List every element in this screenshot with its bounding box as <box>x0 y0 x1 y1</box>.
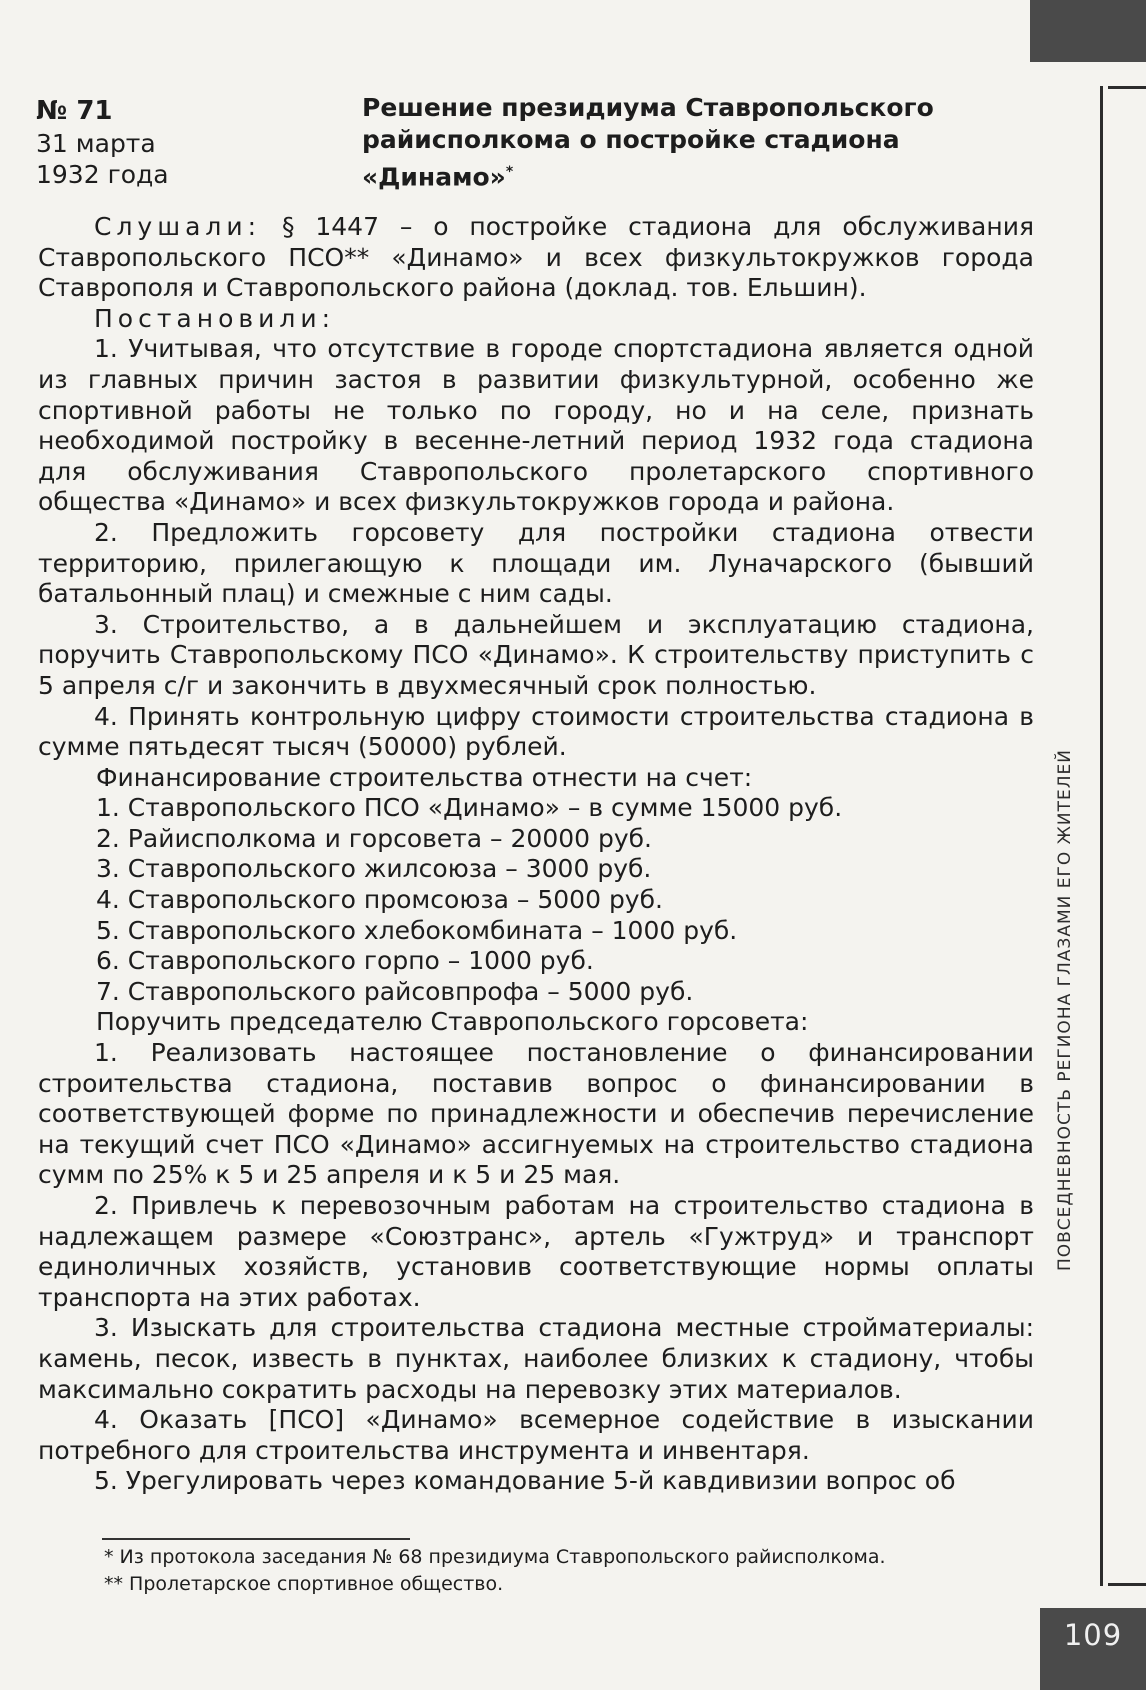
document-date <box>36 128 169 190</box>
side-caption <box>1052 700 1078 1320</box>
point-2: 2. Предложить горсовету для постройки стадиона отвести территорию, прилегающую к площади им. Луначарского (бывший батальонный плац) и смежные с ним сады. <box>38 517 1034 609</box>
title-footnote-mark: * <box>505 164 514 180</box>
financing-item: 3. Ставропольского жилсоюза – 3000 руб. <box>96 854 652 884</box>
document-number: № 71 <box>36 96 113 126</box>
document-title <box>362 92 982 193</box>
financing-item: 1. Ставропольского ПСО «Динамо» – в сумме 15000 руб. <box>96 793 843 823</box>
resolved-label: Постановили: <box>94 303 335 333</box>
date-line: 1932 года <box>36 160 169 189</box>
footnote-divider <box>102 1538 410 1540</box>
task-4: 4. Оказать [ПСО] «Динамо» всемерное содействие в изыскании потребного для строительства инструмента и инвентаря. <box>38 1405 1034 1465</box>
task-5: 5. Урегулировать через командование 5-й кавдивизии вопрос об <box>94 1466 956 1496</box>
document-body <box>38 212 1034 1497</box>
financing-intro: Финансирование строительства отнести на счет: <box>96 762 753 792</box>
footnotes <box>104 1544 1004 1598</box>
point-3: 3. Строительство, а в дальнейшем и эксплуатацию стадиона, поручить Ставропольскому ПСО «Динамо». К строительству приступить с 5 апреля с/г и закончить в двухмесячный срок полностью. <box>38 609 1034 700</box>
margin-frame <box>1108 86 1146 1586</box>
footnote-2: ** Пролетарское спортивное общество. <box>104 1573 504 1595</box>
point-4: 4. Принять контрольную цифру стоимости строительства стадиона в сумме пятьдесят тысяч (50000) рублей. <box>38 701 1034 762</box>
resolved-label-paragraph <box>38 304 1034 335</box>
task-1: 1. Реализовать настоящее постановление о финансировании строительства стадиона, поставив вопрос о финансировании в соответствующей форме по принадлежности и обеспечив перечисление на текущий счет ПСО «Динамо» ассигнуемых на строительство стадиона сумм по 25% к 5 и 25 апреля и к 5 и 25 мая. <box>38 1038 1034 1190</box>
financing-item: 4. Ставропольского промсоюза – 5000 руб. <box>96 885 663 915</box>
side-caption-text: ПОВСЕДНЕВНОСТЬ РЕГИОНА ГЛАЗАМИ ЕГО ЖИТЕЛЕЙ <box>1055 748 1075 1272</box>
heard-text: § 1447 – о постройке стадиона для обслуживания Ставропольского ПСО** «Динамо» и всех физкультокружков города Ставрополя и Ставропольского района (доклад. тов. Ельшин). <box>38 212 1035 303</box>
date-line: 31 марта <box>36 129 156 158</box>
point-1: 1. Учитывая, что отсутствие в городе спортстадиона является одной из главных причин застоя в развитии физкультурной, особенно же спортивной работы не только по городу, но и на селе, признать необходимой постройку в весенне-летний период 1932 года стадиона для обслуживания Ставропольского пролетарского спортивного общества «Динамо» и всех физкультокружков города и района. <box>38 334 1034 517</box>
task-3: 3. Изыскать для строительства стадиона местные стройматериалы: камень, песок, известь в пунктах, наиболее близких к стадиону, чтобы максимально сократить расходы на перевозку этих материалов. <box>38 1313 1034 1404</box>
decorative-tab-top <box>1030 0 1146 62</box>
financing-item: 2. Райисполкома и горсовета – 20000 руб. <box>96 823 653 853</box>
financing-item: 7. Ставропольского райсовпрофа – 5000 руб. <box>96 976 694 1006</box>
title-line: Решение президиума Ставропольского <box>362 93 934 122</box>
heard-label: Слушали: <box>94 212 262 241</box>
title-line: райисполкома о постройке стадиона <box>362 125 900 154</box>
page-number: 109 <box>1063 1618 1123 1652</box>
task-2: 2. Привлечь к перевозочным работам на строительство стадиона в надлежащем размере «Союзтранс», артель «Гужтруд» и транспорт единоличных хозяйств, установив соответствующие нормы оплаты транспорта на этих работах. <box>38 1191 1034 1312</box>
heard-paragraph <box>38 212 1034 304</box>
margin-rule <box>1100 86 1103 1586</box>
chairman-intro: Поручить председателю Ставропольского горсовета: <box>96 1007 809 1037</box>
title-line <box>362 156 982 193</box>
financing-item: 5. Ставропольского хлебокомбината – 1000 руб. <box>96 915 738 945</box>
footnote-1: * Из протокола заседания № 68 президиума Ставропольского райисполкома. <box>104 1546 886 1568</box>
title-line-text: «Динамо» <box>362 162 506 192</box>
financing-item: 6. Ставропольского горпо – 1000 руб. <box>96 946 594 976</box>
